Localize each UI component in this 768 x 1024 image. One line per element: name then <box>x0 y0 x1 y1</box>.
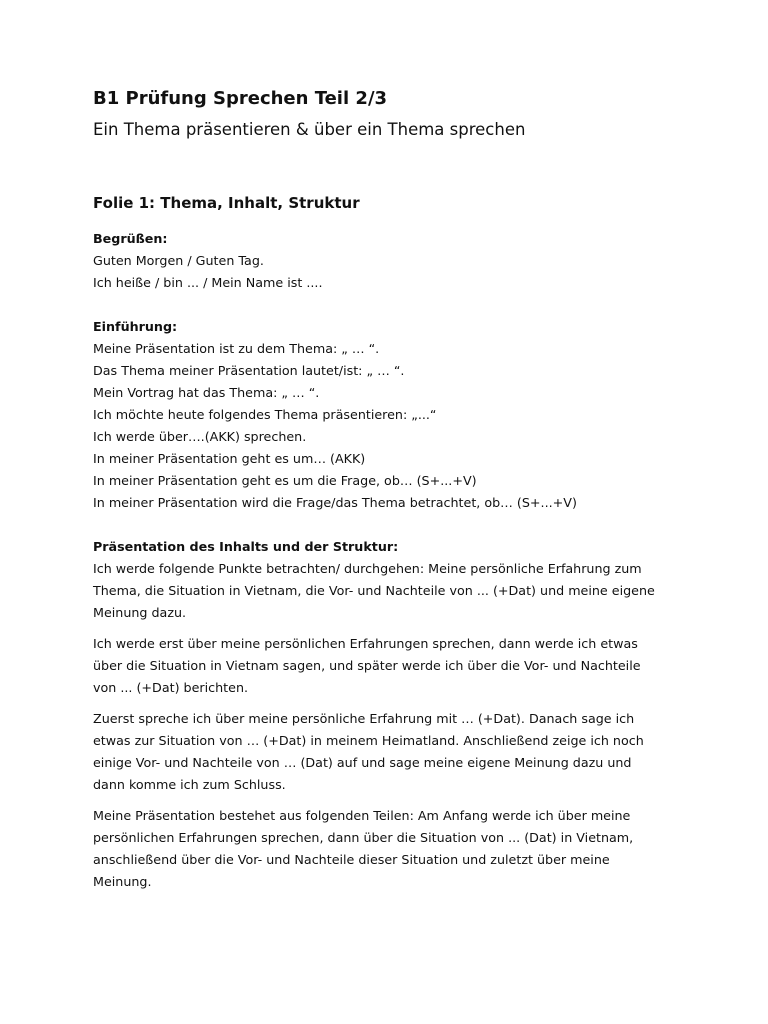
slide-heading: Folie 1: Thema, Inhalt, Struktur <box>93 194 360 212</box>
paragraph-line: Meinung. <box>93 874 152 889</box>
intro-line: Meine Präsentation ist zu dem Thema: „ … “. <box>93 341 380 356</box>
paragraph-line: persönlichen Erfahrungen sprechen, dann über die Situation von ... (Dat) in Vietnam, <box>93 830 634 845</box>
paragraph-line: Meine Präsentation bestehet aus folgenden Teilen: Am Anfang werde ich über meine <box>93 808 631 823</box>
paragraph-line: Ich werde erst über meine persönlichen Erfahrungen sprechen, dann werde ich etwas <box>93 636 638 651</box>
paragraph-line: etwas zur Situation von … (+Dat) in meinem Heimatland. Anschließend zeige ich noch <box>93 733 644 748</box>
greeting-line: Guten Morgen / Guten Tag. <box>93 253 264 268</box>
greeting-section <box>93 228 693 294</box>
paragraph-line: einige Vor- und Nachteile von … (Dat) auf und sage meine eigene Meinung dazu und <box>93 755 632 770</box>
paragraph-line: dann komme ich zum Schluss. <box>93 777 286 792</box>
document-title: B1 Prüfung Sprechen Teil 2/3 <box>93 88 388 109</box>
paragraph-line: Zuerst spreche ich über meine persönliche Erfahrung mit … (+Dat). Danach sage ich <box>93 711 635 726</box>
intro-section <box>93 316 693 514</box>
paragraph-line: Ich werde folgende Punkte betrachten/ durchgehen: Meine persönliche Erfahrung zum <box>93 561 642 576</box>
greeting-heading: Begrüßen: <box>93 231 168 246</box>
intro-line: Mein Vortrag hat das Thema: „ … “. <box>93 385 320 400</box>
intro-line: Ich möchte heute folgendes Thema präsentieren: „...“ <box>93 407 437 422</box>
intro-line: In meiner Präsentation geht es um die Frage, ob… (S+...+V) <box>93 473 477 488</box>
document-content <box>93 228 693 902</box>
intro-line: In meiner Präsentation geht es um… (AKK) <box>93 451 366 466</box>
intro-heading: Einführung: <box>93 319 178 334</box>
structure-paragraph <box>93 708 693 796</box>
document-subtitle: Ein Thema präsentieren & über ein Thema sprechen <box>93 120 526 139</box>
intro-line: In meiner Präsentation wird die Frage/das Thema betrachtet, ob… (S+...+V) <box>93 495 577 510</box>
paragraph-line: über die Situation in Vietnam sagen, und später werde ich über die Vor- und Nachteile <box>93 658 641 673</box>
greeting-line: Ich heiße / bin ... / Mein Name ist .... <box>93 275 323 290</box>
structure-heading: Präsentation des Inhalts und der Struktur: <box>93 539 399 554</box>
structure-paragraph <box>93 633 693 699</box>
intro-line: Das Thema meiner Präsentation lautet/ist: „ … “. <box>93 363 405 378</box>
structure-paragraph <box>93 558 693 624</box>
structure-paragraph <box>93 805 693 893</box>
paragraph-line: anschließend über die Vor- und Nachteile dieser Situation und zuletzt über meine <box>93 852 610 867</box>
paragraph-line: Meinung dazu. <box>93 605 187 620</box>
structure-section <box>93 536 693 893</box>
intro-line: Ich werde über….(AKK) sprechen. <box>93 429 307 444</box>
paragraph-line: von ... (+Dat) berichten. <box>93 680 249 695</box>
paragraph-line: Thema, die Situation in Vietnam, die Vor- und Nachteile von ... (+Dat) und meine eigene <box>93 583 655 598</box>
